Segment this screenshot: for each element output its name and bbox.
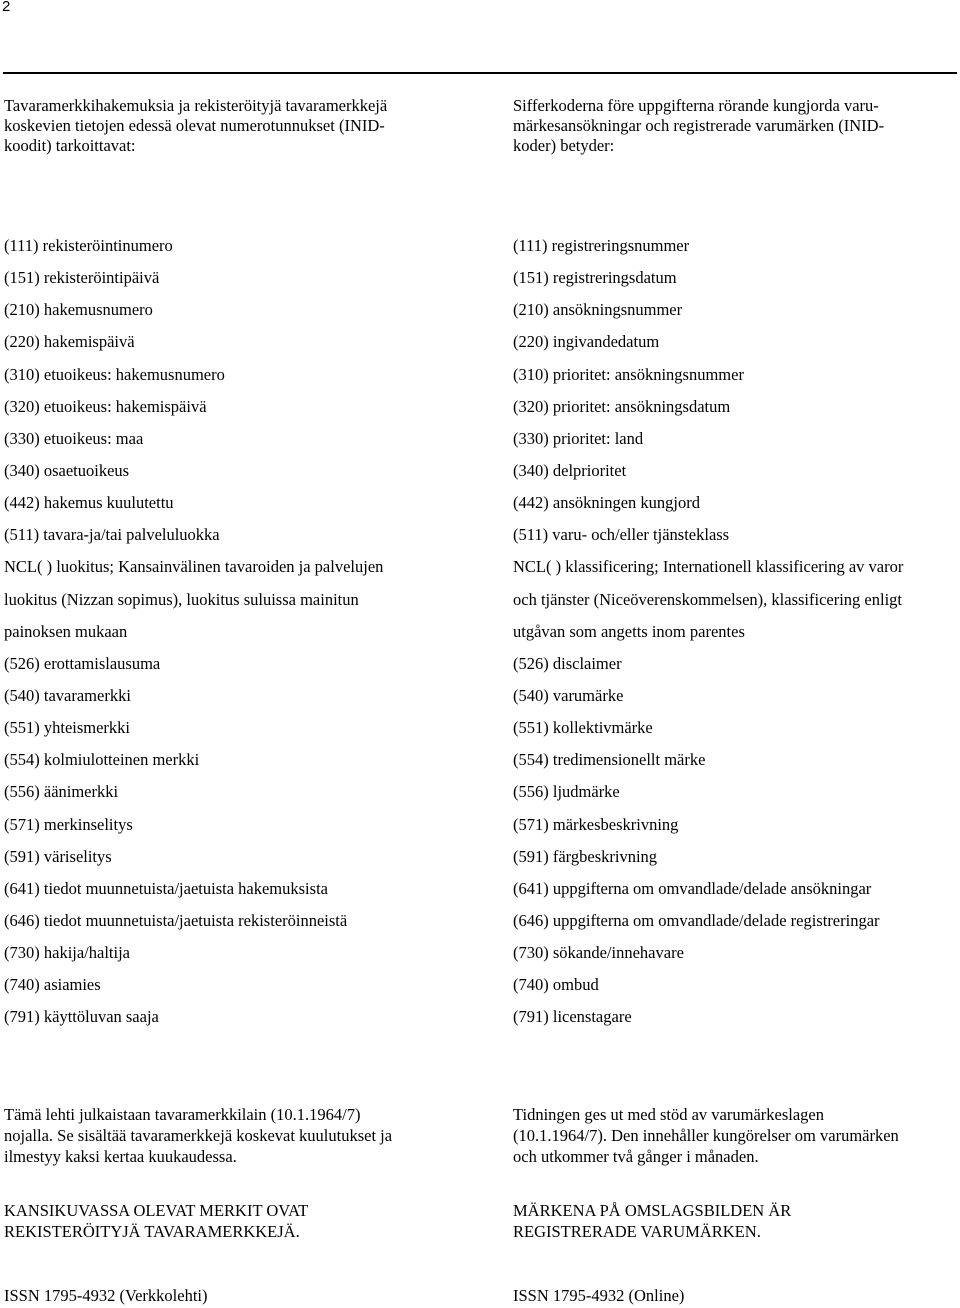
code-list-item: (554) tredimensionellt märke bbox=[513, 750, 706, 770]
code-list-item: (526) disclaimer bbox=[513, 653, 622, 673]
page-number: 2 bbox=[2, 0, 11, 15]
code-list-item: (740) ombud bbox=[513, 975, 599, 995]
publication-line: nojalla. Se sisältää tavaramerkkejä koskevat kuulutukset ja bbox=[4, 1126, 393, 1145]
code-list-item: (340) delprioritet bbox=[513, 460, 627, 480]
code-list-item: (540) varumärke bbox=[513, 685, 624, 705]
code-list-item: (646) tiedot muunnetuista/jaetuista rekisteröinneistä bbox=[4, 910, 348, 930]
code-list-item: (591) färgbeskrivning bbox=[513, 846, 658, 866]
publication-line: ilmestyy kaksi kertaa kuukaudessa. bbox=[4, 1147, 237, 1166]
code-list-item: och tjänster (Niceöverenskommelsen), klassificering enligt bbox=[513, 589, 902, 609]
code-list-item: (646) uppgifterna om omvandlade/delade registreringar bbox=[513, 910, 880, 930]
code-list-item: (210) ansökningsnummer bbox=[513, 300, 683, 320]
publication-line: Tämä lehti julkaistaan tavaramerkkilain (10.1.1964/7) bbox=[4, 1105, 361, 1124]
swedish-publication-note bbox=[513, 1104, 953, 1167]
code-list-item: (330) etuoikeus: maa bbox=[4, 428, 144, 448]
swedish-issn: ISSN 1795-4932 (Online) bbox=[513, 1286, 685, 1305]
finnish-intro-line: Tavaramerkkihakemuksia ja rekisteröityjä tavaramerkkejä bbox=[4, 96, 388, 115]
finnish-intro bbox=[4, 96, 444, 156]
swedish-intro-line: Sifferkoderna före uppgifterna rörande kungjorda varu- bbox=[513, 96, 879, 115]
code-list-item: (511) varu- och/eller tjänsteklass bbox=[513, 525, 730, 545]
code-list-item: (220) ingivandedatum bbox=[513, 332, 660, 352]
finnish-issn: ISSN 1795-4932 (Verkkolehti) bbox=[4, 1286, 208, 1305]
code-list-item: (340) osaetuoikeus bbox=[4, 460, 130, 480]
code-list-item: (442) hakemus kuulutettu bbox=[4, 493, 174, 513]
swedish-intro bbox=[513, 96, 953, 156]
code-list-item: (641) tiedot muunnetuista/jaetuista hakemuksista bbox=[4, 878, 328, 898]
header-rule bbox=[3, 72, 957, 74]
code-list-item: (556) äänimerkki bbox=[4, 782, 119, 802]
code-list-item: (526) erottamislausuma bbox=[4, 653, 161, 673]
code-list-item: (641) uppgifterna om omvandlade/delade ansökningar bbox=[513, 878, 872, 898]
code-list-item: (442) ansökningen kungjord bbox=[513, 493, 700, 513]
code-list-item: NCL( ) luokitus; Kansainvälinen tavaroiden ja palvelujen bbox=[4, 557, 384, 577]
finnish-intro-line: koodit) tarkoittavat: bbox=[4, 136, 136, 155]
swedish-intro-line: koder) betyder: bbox=[513, 136, 615, 155]
finnish-intro-line: koskevien tietojen edessä olevat numerotunnukset (INID- bbox=[4, 116, 385, 135]
swedish-registered-note bbox=[513, 1200, 953, 1242]
swedish-intro-line: märkesansökningar och registrerade varumärken (INID- bbox=[513, 116, 885, 135]
registered-note-line: KANSIKUVASSA OLEVAT MERKIT OVAT bbox=[4, 1201, 309, 1220]
code-list-item: (791) käyttöluvan saaja bbox=[4, 1007, 159, 1027]
registered-note-line: REKISTERÖITYJÄ TAVARAMERKKEJÄ. bbox=[4, 1222, 300, 1241]
code-list-item: (554) kolmiulotteinen merkki bbox=[4, 750, 200, 770]
code-list-item: (730) sökande/innehavare bbox=[513, 943, 684, 963]
code-list-item: (320) etuoikeus: hakemispäivä bbox=[4, 396, 207, 416]
code-list-item: (591) väriselitys bbox=[4, 846, 112, 866]
code-list-item: (111) registreringsnummer bbox=[513, 236, 690, 255]
code-list-item: (511) tavara-ja/tai palveluluokka bbox=[4, 525, 220, 545]
publication-line: (10.1.1964/7). Den innehåller kungörelser om varumärken bbox=[513, 1126, 899, 1145]
code-list-item: NCL( ) klassificering; Internationell klassificering av varor bbox=[513, 557, 904, 577]
code-list-item: luokitus (Nizzan sopimus), luokitus suluissa mainitun bbox=[4, 589, 359, 609]
code-list-item: (740) asiamies bbox=[4, 975, 101, 995]
publication-line: och utkommer två gånger i månaden. bbox=[513, 1147, 759, 1166]
swedish-code-list bbox=[513, 232, 953, 1036]
code-list-item: (151) registreringsdatum bbox=[513, 268, 677, 288]
code-list-item: (210) hakemusnumero bbox=[4, 300, 153, 320]
code-list-item: (551) yhteismerkki bbox=[4, 718, 131, 738]
code-list-item: (310) prioritet: ansökningsnummer bbox=[513, 364, 744, 384]
code-list-item: (540) tavaramerkki bbox=[4, 685, 131, 705]
code-list-item: (111) rekisteröintinumero bbox=[4, 236, 173, 255]
code-list-item: (220) hakemispäivä bbox=[4, 332, 135, 352]
code-list-item: (310) etuoikeus: hakemusnumero bbox=[4, 364, 225, 384]
finnish-registered-note bbox=[4, 1200, 444, 1242]
code-list-item: (571) merkinselitys bbox=[4, 814, 133, 834]
code-list-item: (151) rekisteröintipäivä bbox=[4, 268, 160, 288]
finnish-publication-note bbox=[4, 1104, 444, 1167]
publication-line: Tidningen ges ut med stöd av varumärkeslagen bbox=[513, 1105, 825, 1124]
registered-note-line: MÄRKENA PÅ OMSLAGSBILDEN ÄR bbox=[513, 1201, 792, 1220]
code-list-item: utgåvan som angetts inom parentes bbox=[513, 621, 745, 641]
code-list-item: (330) prioritet: land bbox=[513, 428, 644, 448]
code-list-item: (551) kollektivmärke bbox=[513, 718, 653, 738]
code-list-item: (571) märkesbeskrivning bbox=[513, 814, 679, 834]
code-list-item: painoksen mukaan bbox=[4, 621, 128, 641]
finnish-code-list bbox=[4, 232, 444, 1036]
code-list-item: (556) ljudmärke bbox=[513, 782, 620, 802]
code-list-item: (730) hakija/haltija bbox=[4, 943, 130, 963]
code-list-item: (320) prioritet: ansökningsdatum bbox=[513, 396, 731, 416]
registered-note-line: REGISTRERADE VARUMÄRKEN. bbox=[513, 1222, 761, 1241]
code-list-item: (791) licenstagare bbox=[513, 1007, 632, 1027]
